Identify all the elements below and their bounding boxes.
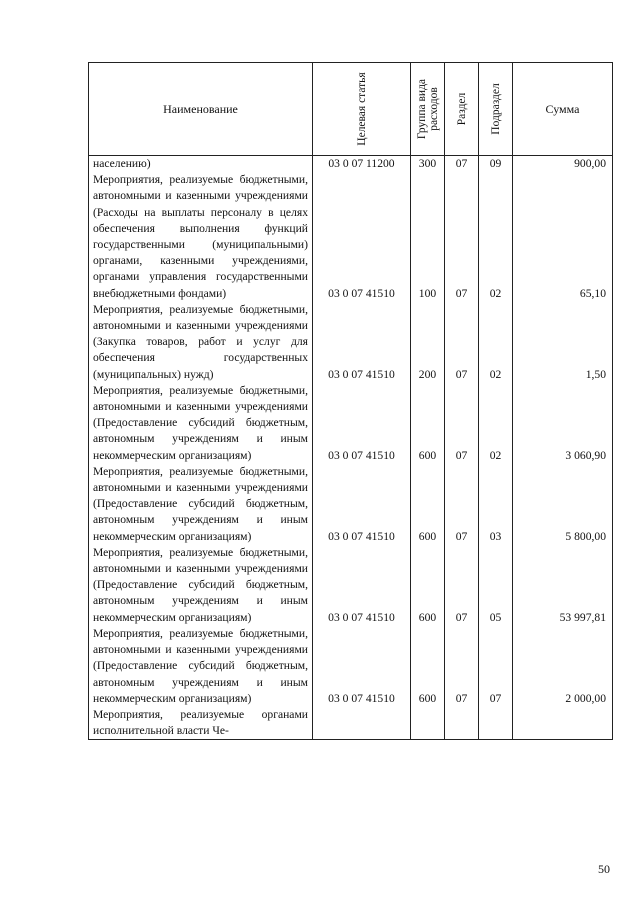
cell-name: Мероприятия, реализуемые бюджетными, автономными и казенными учреждениями (Закупка товаров, работ и услуг для обеспечения государственных (муниципальных) нужд) (89, 302, 313, 383)
table-body (89, 156, 613, 740)
cell-subsection (479, 707, 513, 740)
cell-target-article: 03 0 07 11200 (313, 156, 411, 173)
header-subsection-text: Подраздел (489, 83, 502, 135)
cell-target-article: 03 0 07 41510 (313, 626, 411, 707)
header-expense-group-text: Группа вида расходов (415, 78, 440, 140)
cell-name: Мероприятия, реализуемые бюджетными, автономными и казенными учреждениями (Предоставление субсидий бюджетным, автономным учреждениям и иным некоммерческим организациям) (89, 464, 313, 545)
table-row (89, 707, 613, 740)
cell-target-article: 03 0 07 41510 (313, 545, 411, 626)
header-expense-group (411, 63, 445, 156)
table-row (89, 172, 613, 302)
page-number: 50 (598, 862, 610, 876)
cell-name: Мероприятия, реализуемые бюджетными, автономными и казенными учреждениями (Расходы на выплаты персоналу в целях обеспечения выполнения функций государственными (муниципальными) органами, казенными учреждениями, органами управления государственными внебюджетными фондами) (89, 172, 313, 302)
cell-name: Мероприятия, реализуемые бюджетными, автономными и казенными учреждениями (Предоставление субсидий бюджетным, автономным учреждениям и иным некоммерческим организациям) (89, 626, 313, 707)
cell-expense-group: 100 (411, 172, 445, 302)
table-row (89, 383, 613, 464)
cell-target-article: 03 0 07 41510 (313, 302, 411, 383)
cell-section: 07 (445, 545, 479, 626)
cell-sum: 1,50 (513, 302, 613, 383)
header-target-article (313, 63, 411, 156)
cell-target-article: 03 0 07 41510 (313, 383, 411, 464)
cell-sum: 2 000,00 (513, 626, 613, 707)
cell-target-article (313, 707, 411, 740)
cell-expense-group: 200 (411, 302, 445, 383)
table-row (89, 302, 613, 383)
table-row (89, 626, 613, 707)
cell-expense-group: 600 (411, 545, 445, 626)
cell-name: Мероприятия, реализуемые бюджетными, автономными и казенными учреждениями (Предоставление субсидий бюджетным, автономным учреждениям и иным некоммерческим организациям) (89, 383, 313, 464)
header-section-text: Раздел (455, 92, 468, 126)
header-section (445, 63, 479, 156)
header-subsection (479, 63, 513, 156)
cell-sum (513, 707, 613, 740)
cell-subsection: 03 (479, 464, 513, 545)
table-row (89, 545, 613, 626)
table-row (89, 156, 613, 173)
cell-sum: 900,00 (513, 156, 613, 173)
cell-subsection: 09 (479, 156, 513, 173)
table-row (89, 464, 613, 545)
cell-sum: 65,10 (513, 172, 613, 302)
cell-section: 07 (445, 156, 479, 173)
table-header-row (89, 63, 613, 156)
cell-subsection: 05 (479, 545, 513, 626)
cell-section: 07 (445, 383, 479, 464)
cell-section: 07 (445, 626, 479, 707)
cell-target-article: 03 0 07 41510 (313, 172, 411, 302)
cell-expense-group: 300 (411, 156, 445, 173)
cell-section (445, 707, 479, 740)
header-sum: Сумма (513, 63, 613, 156)
cell-name: Мероприятия, реализуемые органами исполнительной власти Че- (89, 707, 313, 740)
cell-expense-group (411, 707, 445, 740)
cell-sum: 3 060,90 (513, 383, 613, 464)
cell-section: 07 (445, 302, 479, 383)
cell-expense-group: 600 (411, 383, 445, 464)
cell-section: 07 (445, 172, 479, 302)
cell-sum: 53 997,81 (513, 545, 613, 626)
cell-subsection: 02 (479, 172, 513, 302)
cell-name: Мероприятия, реализуемые бюджетными, автономными и казенными учреждениями (Предоставление субсидий бюджетным, автономным учреждениям и иным некоммерческим организациям) (89, 545, 313, 626)
budget-table (88, 62, 613, 740)
header-name: Наименование (89, 63, 313, 156)
header-target-article-text: Целевая статья (355, 72, 368, 146)
cell-name: населению) (89, 156, 313, 173)
cell-target-article: 03 0 07 41510 (313, 464, 411, 545)
cell-expense-group: 600 (411, 626, 445, 707)
cell-subsection: 07 (479, 626, 513, 707)
cell-subsection: 02 (479, 302, 513, 383)
budget-table-container (88, 62, 612, 850)
cell-expense-group: 600 (411, 464, 445, 545)
cell-subsection: 02 (479, 383, 513, 464)
cell-sum: 5 800,00 (513, 464, 613, 545)
cell-section: 07 (445, 464, 479, 545)
